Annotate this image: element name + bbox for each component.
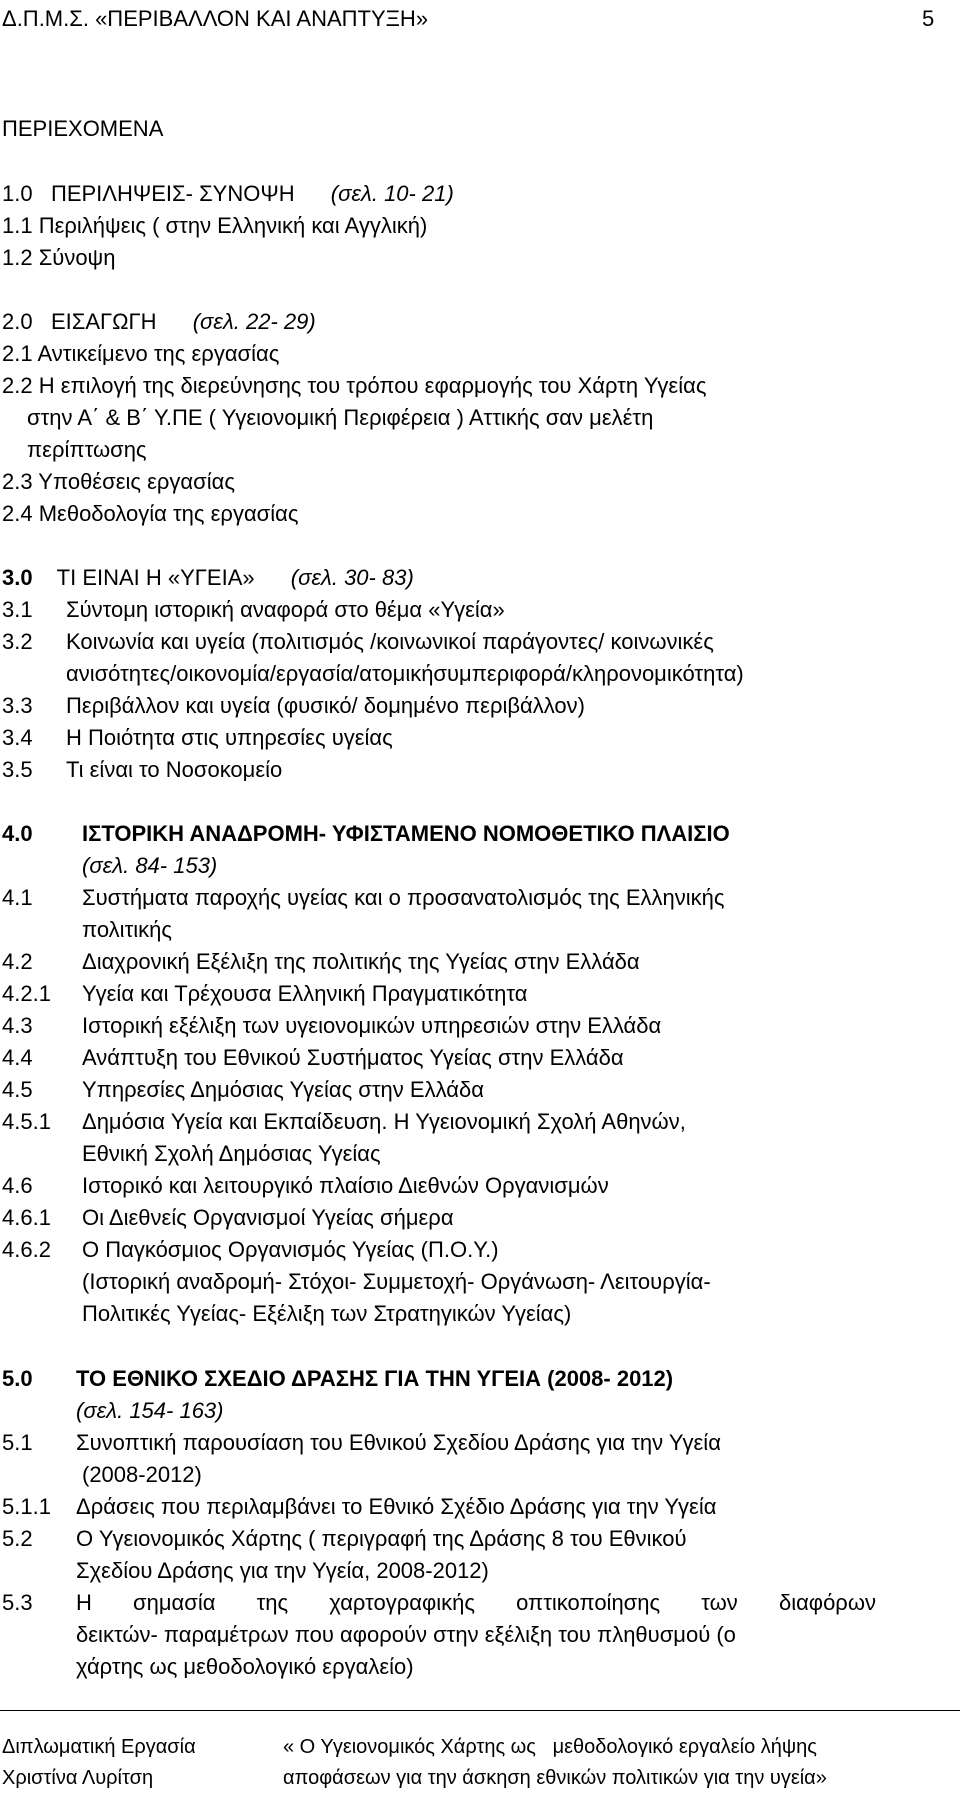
toc-entry-3-1: 3.1 Σύντομη ιστορική αναφορά στο θέμα «Υγεία» xyxy=(2,597,505,622)
toc-entry-5-2-line1: 5.2 Ο Υγειονομικός Χάρτης ( περιγραφή της Δράσης 8 του Εθνικού xyxy=(2,1526,687,1551)
section-title: ΠΕΡΙΛΗΨΕΙΣ- ΣΥΝΟΨΗ xyxy=(50,181,295,206)
toc-entry-4-6-2-line1: 4.6.2 Ο Παγκόσμιος Οργανισμός Υγείας (Π.Ο.Υ.) xyxy=(2,1237,499,1262)
toc-section-5 xyxy=(2,1366,673,1392)
section-pages: (σελ. 10- 21) xyxy=(330,181,454,206)
toc-entry-5-1-1: 5.1.1 Δράσεις που περιλαμβάνει το Εθνικό Σχέδιο Δράσης για την Υγεία xyxy=(2,1494,717,1519)
section-number: 5.0 xyxy=(2,1366,33,1391)
toc-entry-5-3-line3: χάρτης ως μεθοδολογικό εργαλείο) xyxy=(76,1654,414,1679)
toc-entry-3-5: 3.5 Τι είναι το Νοσοκομείο xyxy=(2,757,283,782)
toc-entry-1-1: 1.1 Περιλήψεις ( στην Ελληνική και Αγγλική) xyxy=(2,213,428,238)
toc-entry-4-5: 4.5 Υπηρεσίες Δημόσιας Υγείας στην Ελλάδα xyxy=(2,1077,484,1102)
toc-entry-5-3-line1: 5.3 Η σημασία της χαρτογραφικής οπτικοποίησης των διαφόρων xyxy=(2,1590,876,1615)
toc-entry-3-2-line1: 3.2 Κοινωνία και υγεία (πολιτισμός /κοινωνικοί παράγοντες/ κοινωνικές xyxy=(2,629,714,654)
toc-entry-5-1-line1: 5.1 Συνοπτική παρουσίαση του Εθνικού Σχεδίου Δράσης για την Υγεία xyxy=(2,1430,721,1455)
toc-entry-4-6-1: 4.6.1 Οι Διεθνείς Οργανισμοί Υγείας σήμερα xyxy=(2,1205,454,1230)
toc-section-3 xyxy=(2,565,414,591)
section-number: 3.0 xyxy=(2,565,33,590)
section-4-pages: (σελ. 84- 153) xyxy=(82,853,218,878)
toc-entry-5-3-line2: δεικτών- παραμέτρων που αφορούν στην εξέλιξη του πληθυσμού (ο xyxy=(76,1622,736,1647)
footer-divider xyxy=(0,1710,960,1711)
section-title: ΤΙ ΕΙΝΑΙ Η «ΥΓΕΙΑ» xyxy=(56,565,255,590)
toc-entry-4-1-line2: πολιτικής xyxy=(82,917,172,942)
section-title: ΙΣΤΟΡΙΚΗ ΑΝΑΔΡΟΜΗ- ΥΦΙΣΤΑΜΕΝΟ ΝΟΜΟΘΕΤΙΚΟ ΠΛΑΙΣΙΟ xyxy=(82,821,730,846)
section-5-pages: (σελ. 154- 163) xyxy=(76,1398,224,1423)
section-pages: (σελ. 22- 29) xyxy=(192,309,316,334)
toc-entry-4-5-1-line1: 4.5.1 Δημόσια Υγεία και Εκπαίδευση. Η Υγειονομική Σχολή Αθηνών, xyxy=(2,1109,686,1134)
toc-entry-1-2: 1.2 Σύνοψη xyxy=(2,245,116,270)
footer-author: Χριστίνα Λυρίτση xyxy=(2,1767,154,1789)
footer-thesis-title-line2: αποφάσεων για την άσκηση εθνικών πολιτικών για την υγεία» xyxy=(283,1767,827,1789)
toc-entry-4-1-line1: 4.1 Συστήματα παροχής υγείας και ο προσανατολισμός της Ελληνικής xyxy=(2,885,725,910)
toc-entry-5-2-line2: Σχεδίου Δράσης για την Υγεία, 2008-2012) xyxy=(76,1558,489,1583)
toc-entry-3-4: 3.4 Η Ποιότητα στις υπηρεσίες υγείας xyxy=(2,725,393,750)
section-number: 4.0 xyxy=(2,821,33,846)
toc-entry-4-6: 4.6 Ιστορικό και λειτουργικό πλαίσιο Διεθνών Οργανισμών xyxy=(2,1173,609,1198)
toc-entry-2-2-line1: 2.2 Η επιλογή της διερεύνησης του τρόπου εφαρμογής του Χάρτη Υγείας xyxy=(2,373,707,398)
toc-entry-2-4: 2.4 Μεθοδολογία της εργασίας xyxy=(2,501,299,526)
section-title: ΤΟ ΕΘΝΙΚΟ ΣΧΕΔΙΟ ΔΡΑΣΗΣ ΓΙΑ ΤΗΝ ΥΓΕΙΑ (2008- 2012) xyxy=(76,1366,674,1391)
toc-entry-4-6-2-line2: (Ιστορική αναδρομή- Στόχοι- Συμμετοχή- Οργάνωση- Λειτουργία- xyxy=(82,1269,711,1294)
toc-entry-2-3: 2.3 Υποθέσεις εργασίας xyxy=(2,469,235,494)
toc-section-1 xyxy=(2,181,454,207)
toc-entry-4-2: 4.2 Διαχρονική Εξέλιξη της πολιτικής της Υγείας στην Ελλάδα xyxy=(2,949,640,974)
toc-entry-5-1-line2: (2008-2012) xyxy=(82,1462,202,1487)
section-number: 2.0 xyxy=(2,309,33,334)
toc-entry-4-2-1: 4.2.1 Υγεία και Τρέχουσα Ελληνική Πραγματικότητα xyxy=(2,981,528,1006)
toc-entry-3-3: 3.3 Περιβάλλον και υγεία (φυσικό/ δομημένο περιβάλλον) xyxy=(2,693,585,718)
toc-entry-2-2-line2: στην Α΄ & Β΄ Υ.ΠΕ ( Υγειονομική Περιφέρεια ) Αττικής σαν μελέτη xyxy=(27,405,654,430)
toc-section-4 xyxy=(2,821,730,847)
toc-entry-4-3: 4.3 Ιστορική εξέλιξη των υγειονομικών υπηρεσιών στην Ελλάδα xyxy=(2,1013,662,1038)
footer-thesis-type: Διπλωματική Εργασία xyxy=(2,1736,196,1758)
toc-section-2 xyxy=(2,309,316,335)
toc-entry-4-5-1-line2: Εθνική Σχολή Δημόσιας Υγείας xyxy=(82,1141,381,1166)
footer-thesis-title-line1: « Ο Υγειονομικός Χάρτης ως μεθοδολογικό εργαλείο λήψης xyxy=(283,1736,817,1758)
section-pages: (σελ. 30- 83) xyxy=(290,565,414,590)
toc-heading: ΠΕΡΙΕΧΟΜΕΝΑ xyxy=(2,116,164,141)
running-title: Δ.Π.Μ.Σ. «ΠΕΡΙΒΑΛΛΟΝ ΚΑΙ ΑΝΑΠΤΥΞΗ» xyxy=(2,6,429,31)
page-number: 5 xyxy=(922,6,935,31)
toc-entry-3-2-line2: ανισότητες/οικονομία/εργασία/ατομικήσυμπεριφορά/κληρονομικότητα) xyxy=(66,661,744,686)
toc-entry-4-4: 4.4 Ανάπτυξη του Εθνικού Συστήματος Υγείας στην Ελλάδα xyxy=(2,1045,624,1070)
section-title: ΕΙΣΑΓΩΓΗ xyxy=(50,309,157,334)
toc-entry-2-2-line3: περίπτωσης xyxy=(27,437,147,462)
section-number: 1.0 xyxy=(2,181,33,206)
toc-entry-2-1: 2.1 Αντικείμενο της εργασίας xyxy=(2,341,280,366)
toc-entry-4-6-2-line3: Πολιτικές Υγείας- Εξέλιξη των Στρατηγικών Υγείας) xyxy=(82,1301,572,1326)
